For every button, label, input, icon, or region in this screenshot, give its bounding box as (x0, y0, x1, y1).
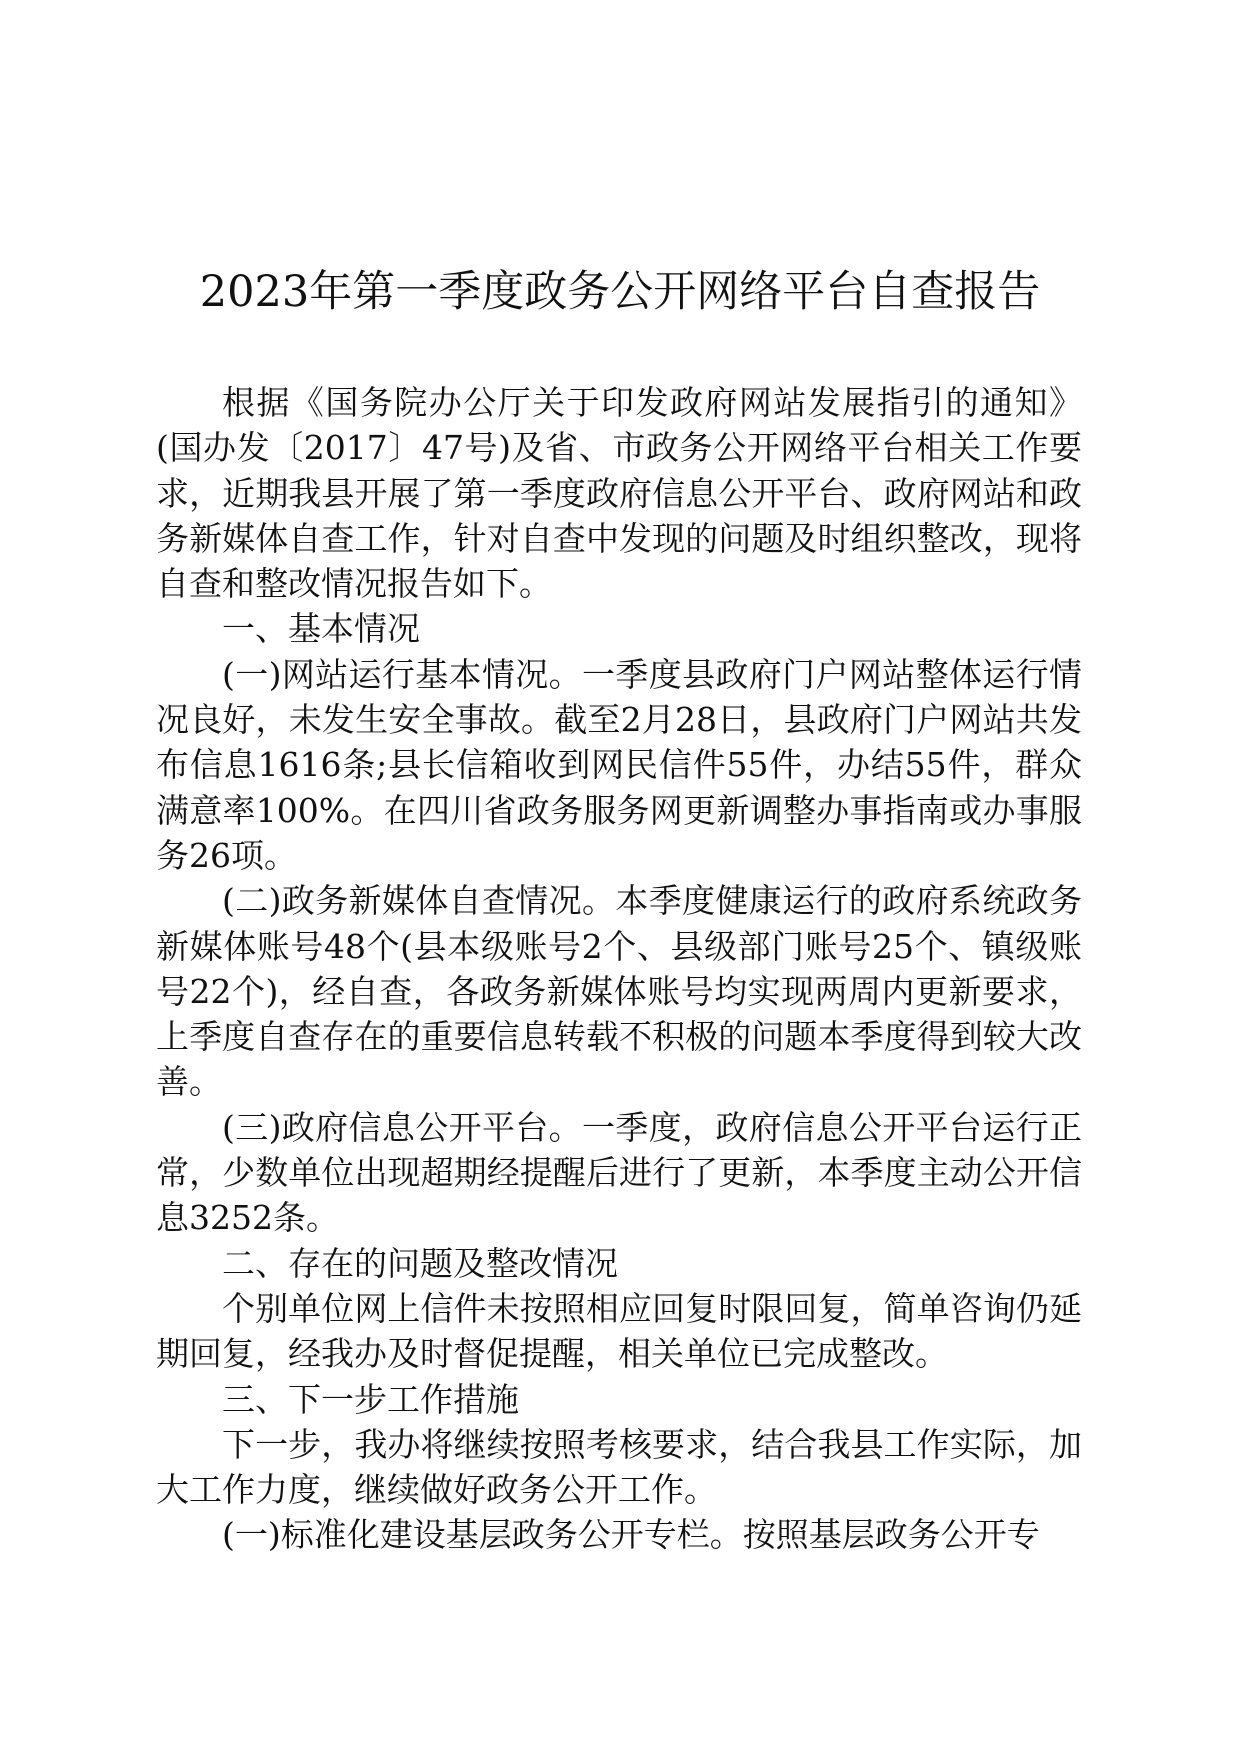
paragraph-next-steps: 下一步，我办将继续按照考核要求，结合我县工作实际，加大工作力度，继续做好政务公开工作。 (156, 1424, 1082, 1510)
document-title: 2023年第一季度政务公开网络平台自查报告 (199, 267, 1041, 317)
paragraph-website-operation: (一)网站运行基本情况。一季度县政府门户网站整体运行情况良好，未发生安全事故。截至2月28日，县政府门户网站共发布信息1616条;县长信箱收到网民信件55件，办结55件，群众满意率100%。在四川省政务服务网更新调整办事指南或办事服务26项。 (156, 654, 1082, 875)
paragraph-new-media: (二)政务新媒体自查情况。本季度健康运行的政府系统政务新媒体账号48个(县本级账号2个、县级部门账号25个、镇级账号22个)，经自查，各政务新媒体账号均实现两周内更新要求，上季度自查存在的重要信息转载不积极的问题本季度得到较大改善。 (156, 881, 1082, 1102)
heading-next-steps: 三、下一步工作措施 (222, 1379, 519, 1419)
paragraph-intro: 根据《国务院办公厅关于印发政府网站发展指引的通知》(国办发〔2017〕47号)及省、市政务公开网络平台相关工作要求，近期我县开展了第一季度政府信息公开平台、政府网站和政务新媒体自查工作，针对自查中发现的问题及时组织整改，现将自查和整改情况报告如下。 (156, 383, 1082, 604)
heading-basic-situation: 一、基本情况 (222, 609, 420, 649)
paragraph-info-platform: (三)政府信息公开平台。一季度，政府信息公开平台运行正常，少数单位出现超期经提醒后进行了更新，本季度主动公开信息3252条。 (156, 1107, 1082, 1238)
heading-problems: 二、存在的问题及整改情况 (222, 1243, 618, 1283)
document-body (156, 380, 1082, 1558)
paragraph-problems: 个别单位网上信件未按照相应回复时限回复，简单咨询仍延期回复，经我办及时督促提醒，相关单位已完成整改。 (156, 1288, 1082, 1374)
paragraph-standardization: (一)标准化建设基层政务公开专栏。按照基层政务公开专 (222, 1515, 1040, 1555)
